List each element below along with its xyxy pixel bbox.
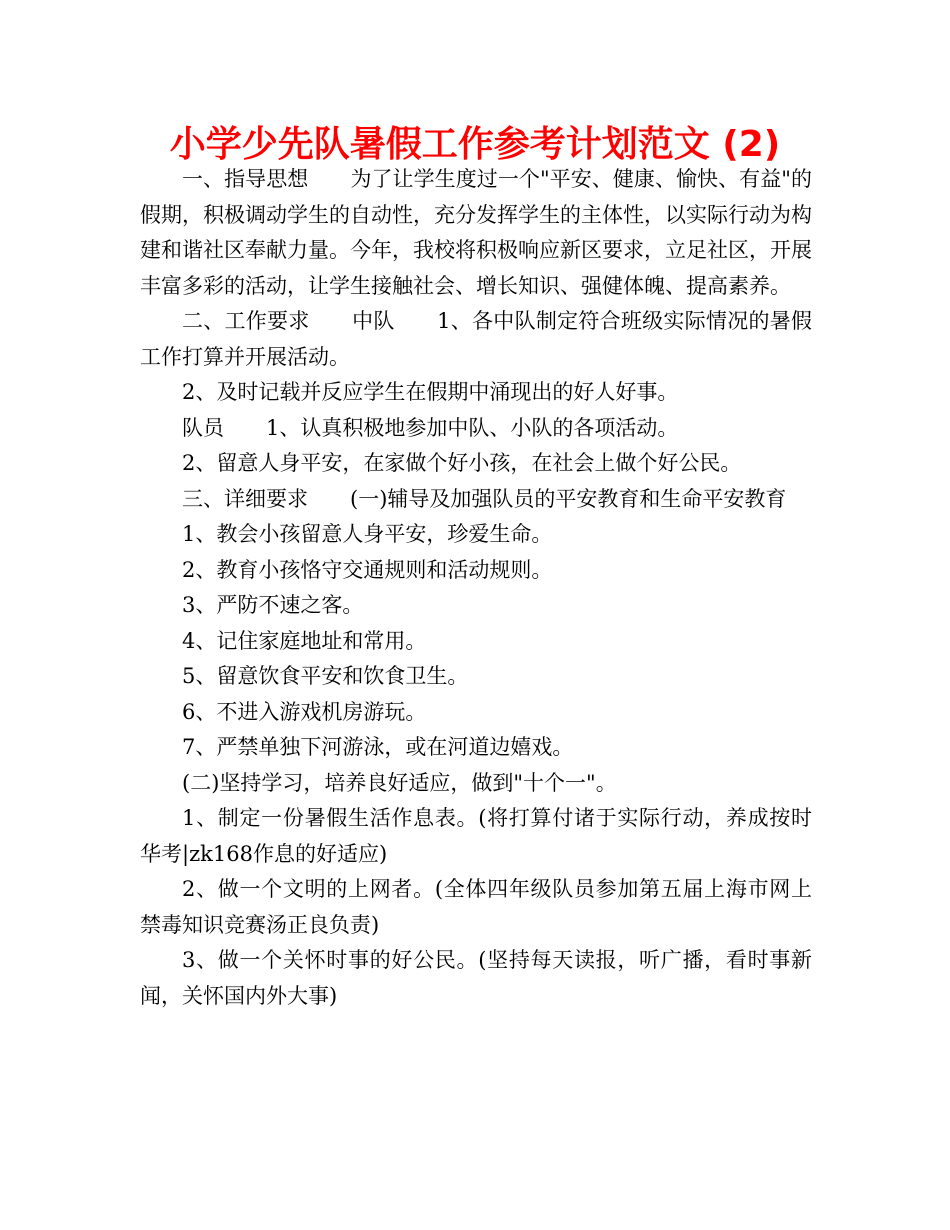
paragraph: 2、教育小孩恪守交通规则和活动规则。 [182,557,553,582]
paragraph: 2、及时记载并反应学生在假期中涌现出的好人好事。 [182,380,679,404]
paragraph: 三、详细要求 (一)辅导及加强队员的平安教育和生命平安教育 [182,486,787,511]
document-body [140,162,812,1014]
paragraph: 4、记住家庭地址和常用。 [182,628,427,653]
document-title: 小学少先队暑假工作参考计划范文 (2) [169,124,781,165]
paragraph: 1、教会小孩留意人身平安，珍爱生命。 [182,522,553,546]
paragraph: 二、工作要求 中队 1、各中队制定符合班级实际情况的暑假工作打算并开展活动。 [140,309,812,369]
paragraph: 一、指导思想 为了让学生度过一个"平安、健康、愉快、有益"的假期，积极调动学生的自动性，充分发挥学生的主体性，以实际行动为构建和谐社区奉献力量。今年，我校将积极响应新区要求，立足社区，开展丰富多彩的活动，让学生接触社会、增长知识、强健体魄、提高素养。 [140,167,812,298]
paragraph: 2、留意人身平安，在家做个好小孩，在社会上做个好公民。 [182,451,742,475]
paragraph: 7、严禁单独下河游泳，或在河道边嬉戏。 [182,735,574,759]
paragraph: 3、严防不速之客。 [182,593,364,617]
paragraph: 6、不进入游戏机房游玩。 [182,699,427,724]
paragraph: 队员 1、认真积极地参加中队、小队的各项活动。 [182,415,679,440]
paragraph: 5、留意饮食平安和饮食卫生。 [182,664,469,688]
paragraph: 3、做一个关怀时事的好公民。(坚持每天读报，听广播，看时事新闻，关怀国内外大事) [140,948,812,1008]
paragraph: 2、做一个文明的上网者。(全体四年级队员参加第五届上海市网上禁毒知识竞赛汤正良负责) [140,877,812,937]
paragraph: (二)坚持学习，培养良好适应，做到"十个一"。 [182,770,617,795]
paragraph: 1、制定一份暑假生活作息表。(将打算付诸于实际行动，养成按时华考|zk168作息的好适应) [140,806,812,866]
